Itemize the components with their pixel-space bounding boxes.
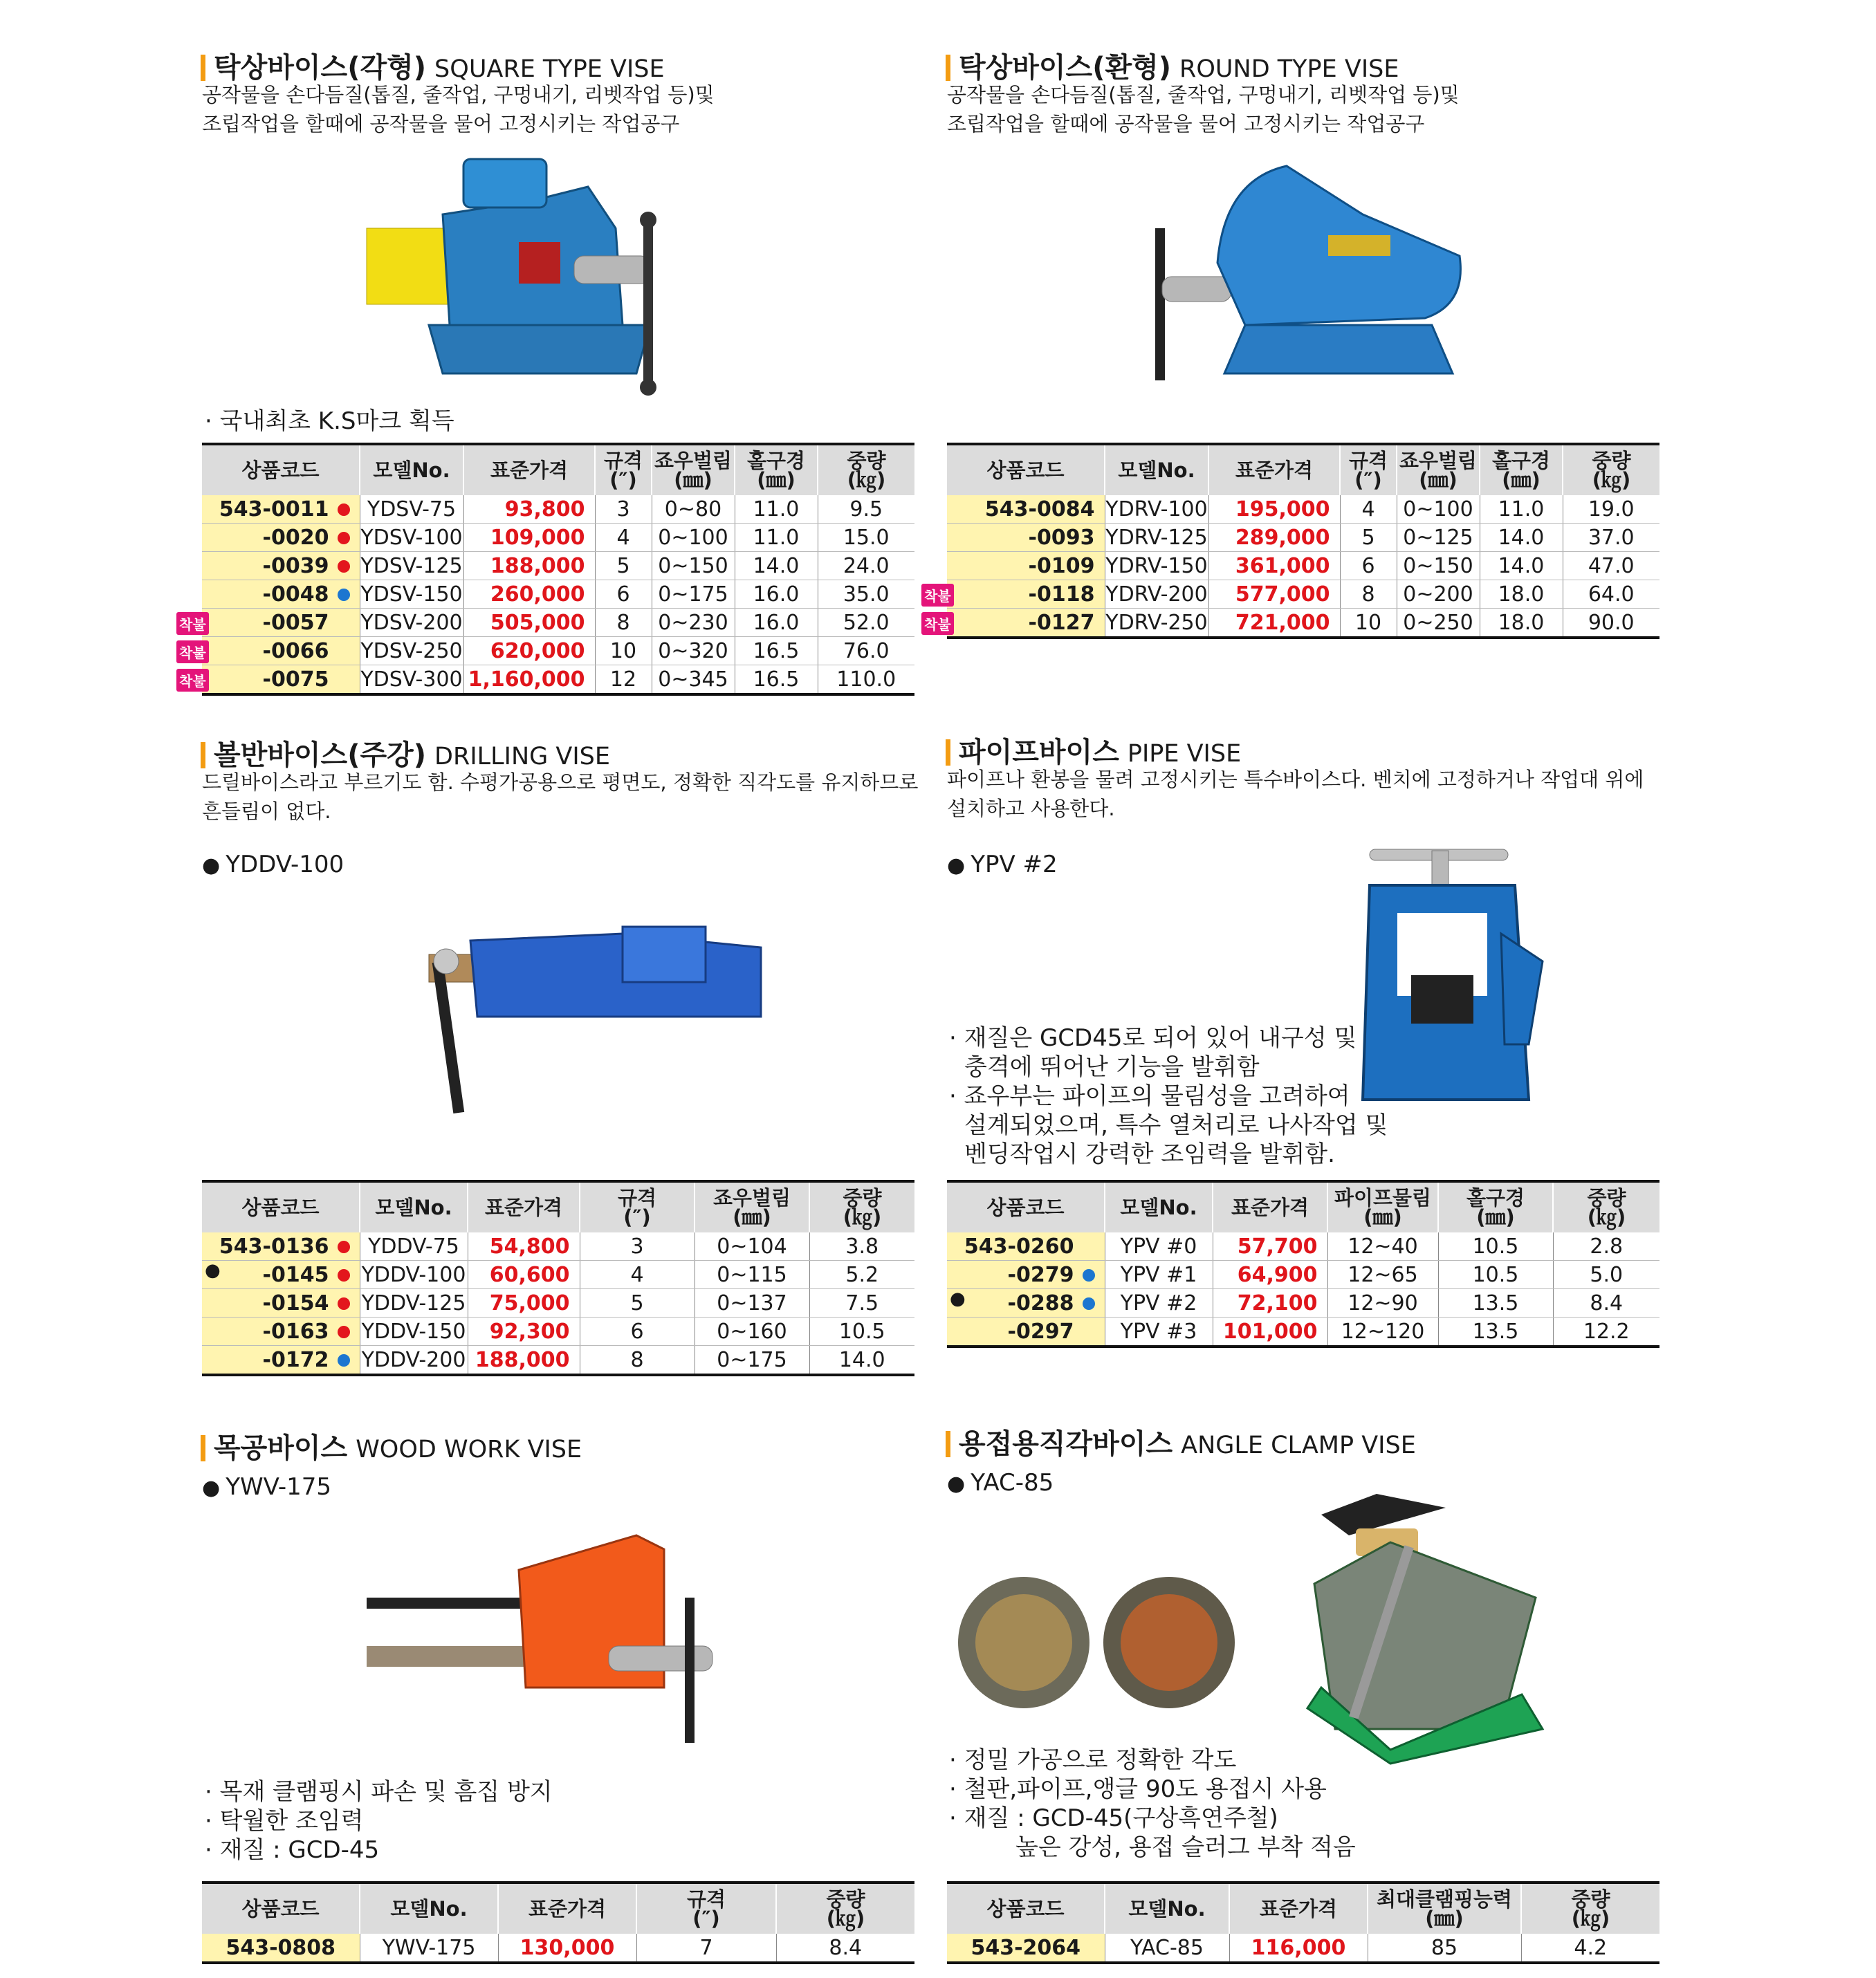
table-row: -0066 YDSV-250 620,000 10 0~320 16.5 76.0 — [202, 637, 914, 665]
pipe-section-title: 파이프바이스 PIPE VISE — [946, 730, 1241, 770]
round-section-title: 탁상바이스(환형) ROUND TYPE VISE — [946, 46, 1399, 85]
angle-model-label: ● YAC-85 — [947, 1469, 1054, 1497]
title-accent-bar — [201, 1435, 205, 1461]
status-dot-red — [338, 1297, 350, 1310]
table-row: -0020 YDSV-100 109,000 4 0~100 11.0 15.0 — [202, 524, 914, 552]
table-row: -0163 YDDV-150 92,300 6 0~160 10.5 — [202, 1318, 914, 1346]
drilling-spec-table: 상품코드 모델No. 표준가격 규격 (″) 죠우벌림 (㎜) 중량 (㎏) 543-0136 YDDV-75 54,800 3 0~104 3.8 -0145 YDDV-100 60,600 4 0~115 5.2 -0154 YDDV-125 75,000 5 0~137 7.5 -0163 YDDV-150 92,300 6 0~160 10.5 -0172 YDDV-200 188,000 8 0~175 14.0 — [202, 1180, 914, 1376]
title-accent-bar — [946, 1431, 950, 1457]
wood-spec-table: 상품코드 모델No. 표준가격 규격 (″) 중량 (㎏) 543-0808 YWV-175 130,000 7 8.4 — [202, 1881, 914, 1964]
cod-badge: 착불 — [921, 584, 954, 607]
title-accent-bar — [201, 742, 205, 768]
cod-badge: 착불 — [921, 612, 954, 635]
table-row: 543-0260 YPV #0 57,700 12~40 10.5 2.8 — [947, 1232, 1659, 1261]
title-accent-bar — [946, 739, 950, 766]
pipe-spec-table: 상품코드 모델No. 표준가격 파이프물림 (㎜) 홀구경 (㎜) 중량 (㎏) 543-0260 YPV #0 57,700 12~40 10.5 2.8 -0279 YPV #1 64,900 12~65 10.5 5.0 -0288 YPV #2 72,100 12~90 13.5 8.4 -0297 YPV #3 101,000 12~120 13.5 12.2 — [947, 1180, 1659, 1348]
table-row: -0118 YDRV-200 577,000 8 0~200 18.0 64.0 — [947, 580, 1659, 609]
pipe-model-label: ● YPV #2 — [947, 851, 1058, 878]
angle-spec-table: 상품코드 모델No. 표준가격 최대클램핑능력 (㎜) 중량 (㎏) 543-2064 YAC-85 116,000 85 4.2 — [947, 1881, 1659, 1964]
cod-badge: 착불 — [176, 640, 209, 663]
drilling-model-label: ● YDDV-100 — [202, 851, 344, 878]
table-row: -0057 YDSV-200 505,000 8 0~230 16.0 52.0 — [202, 609, 914, 637]
angle-section-title: 용접용직각바이스 ANGLE CLAMP VISE — [946, 1422, 1416, 1461]
title-accent-bar — [946, 55, 950, 81]
drilling-section-title: 볼반바이스(주강) DRILLING VISE — [201, 733, 610, 773]
table-row: -0048 YDSV-150 260,000 6 0~175 16.0 35.0 — [202, 580, 914, 609]
status-dot-red — [338, 1241, 350, 1253]
selected-row-marker: ● — [950, 1288, 966, 1309]
round-description: 공작물을 손다듬질(톱질, 줄작업, 구멍내기, 리벳작업 등)및 조립작업을 할때에 공작물을 물어 고정시키는 작업공구 — [947, 83, 1460, 136]
table-row: -0145 YDDV-100 60,600 4 0~115 5.2 — [202, 1261, 914, 1289]
table-row: -0288 YPV #2 72,100 12~90 13.5 8.4 — [947, 1289, 1659, 1318]
wood-model-label: ● YWV-175 — [202, 1473, 331, 1501]
table-row: -0279 YPV #1 64,900 12~65 10.5 5.0 — [947, 1261, 1659, 1289]
status-dot-red — [338, 560, 350, 573]
table-row: -0127 YDRV-250 721,000 10 0~250 18.0 90.0 — [947, 609, 1659, 638]
pipe-features: · 재질은 GCD45로 되어 있어 내구성 및 충격에 뛰어난 기능을 발휘함 · 죠우부는 파이프의 물림성을 고려하여 설계되었으며, 특수 열처리로 나사작업 및 벤딩작업시 강력한 조임력을 발휘함. — [949, 1024, 1388, 1169]
cod-badge: 착불 — [176, 612, 209, 635]
table-row: 543-0011 YDSV-75 93,800 3 0~80 11.0 9.5 — [202, 495, 914, 524]
status-dot-blue — [1083, 1269, 1095, 1282]
status-dot-red — [338, 503, 350, 516]
angle-features: · 정밀 가공으로 정확한 각도 · 철판,파이프,앵글 90도 용접시 사용 · 재질 : GCD-45(구상흑연주철) 높은 강성, 용접 슬러그 부착 적음 — [949, 1746, 1356, 1862]
status-dot-red — [338, 532, 350, 544]
table-row: -0075 YDSV-300 1,160,000 12 0~345 16.5 110.0 — [202, 665, 914, 695]
drilling-description: 드릴바이스라고 부르기도 함. 수평가공용으로 평면도, 정확한 직각도를 유지하므로 흔들림이 없다. — [202, 770, 919, 823]
status-dot-red — [338, 1326, 350, 1338]
round-vise-image — [1134, 152, 1480, 401]
table-row: 543-2064 YAC-85 116,000 85 4.2 — [947, 1934, 1659, 1963]
pipe-description: 파이프나 환봉을 물려 고정시키는 특수바이스다. 벤치에 고정하거나 작업대 위에 설치하고 사용한다. — [947, 768, 1644, 820]
selected-row-marker: ● — [205, 1260, 221, 1281]
status-dot-blue — [1083, 1297, 1095, 1310]
table-row: 543-0084 YDRV-100 195,000 4 0~100 11.0 19.0 — [947, 495, 1659, 524]
round-spec-table: 상품코드 모델No. 표준가격 규격 (″) 죠우벌림 (㎜) 홀구경 (㎜) 중량 (㎏) 543-0084 YDRV-100 195,000 4 0~100 11.0 19.0 -0093 YDRV-125 289,000 5 0~125 14.0 37.0 -0109 YDRV-150 361,000 6 0~150 14.0 47.0 -0118 YDRV-200 577,000 8 0~200 18.0 64.0 -0127 YDRV-250 721,000 10 0~250 18.0 90.0 — [947, 443, 1659, 639]
angle-vise-image — [948, 1459, 1639, 1771]
table-row: 543-0136 YDDV-75 54,800 3 0~104 3.8 — [202, 1232, 914, 1261]
status-dot-red — [338, 1269, 350, 1282]
square-section-title: 탁상바이스(각형) SQUARE TYPE VISE — [201, 46, 665, 85]
square-description: 공작물을 손다듬질(톱질, 줄작업, 구멍내기, 리벳작업 등)및 조립작업을 할때에 공작물을 물어 고정시키는 작업공구 — [202, 83, 715, 136]
title-accent-bar — [201, 55, 205, 81]
table-row: -0172 YDDV-200 188,000 8 0~175 14.0 — [202, 1346, 914, 1376]
drilling-vise-image — [415, 913, 775, 1120]
square-notes: · 국내최초 K.S마크 획득 — [205, 407, 454, 436]
wood-section-title: 목공바이스 WOOD WORK VISE — [201, 1426, 582, 1466]
wood-vise-image — [346, 1508, 733, 1743]
table-row: -0154 YDDV-125 75,000 5 0~137 7.5 — [202, 1289, 914, 1318]
table-row: -0297 YPV #3 101,000 12~120 13.5 12.2 — [947, 1318, 1659, 1347]
status-dot-blue — [338, 1354, 350, 1367]
table-row: -0093 YDRV-125 289,000 5 0~125 14.0 37.0 — [947, 524, 1659, 552]
table-row: -0109 YDRV-150 361,000 6 0~150 14.0 47.0 — [947, 552, 1659, 580]
wood-features: · 목재 클램핑시 파손 및 흠집 방지 · 탁월한 조임력 · 재질 : GCD-45 — [205, 1777, 553, 1865]
table-row: 543-0808 YWV-175 130,000 7 8.4 — [202, 1934, 914, 1963]
square-spec-table: 상품코드 모델No. 표준가격 규격 (″) 죠우벌림 (㎜) 홀구경 (㎜) 중량 (㎏) 543-0011 YDSV-75 93,800 3 0~80 11.0 9.5 -0020 YDSV-100 109,000 4 0~100 11.0 15.0 -0039 YDSV-125 188,000 5 0~150 14.0 24.0 -0048 YDSV-150 260,000 6 0~175 16.0 35.0 -0057 YDSV-200 505,000 8 0~230 16.0 52.0 -0066 YDSV-250 620,000 10 0~320 16.5 76.0 -0075 YDSV-300 1,160,000 12 0~345 16.5 110.0 — [202, 443, 914, 696]
square-vise-image — [360, 145, 706, 408]
pipe-vise-image — [1356, 837, 1577, 1134]
cod-badge: 착불 — [176, 669, 209, 692]
table-row: -0039 YDSV-125 188,000 5 0~150 14.0 24.0 — [202, 552, 914, 580]
status-dot-blue — [338, 589, 350, 601]
